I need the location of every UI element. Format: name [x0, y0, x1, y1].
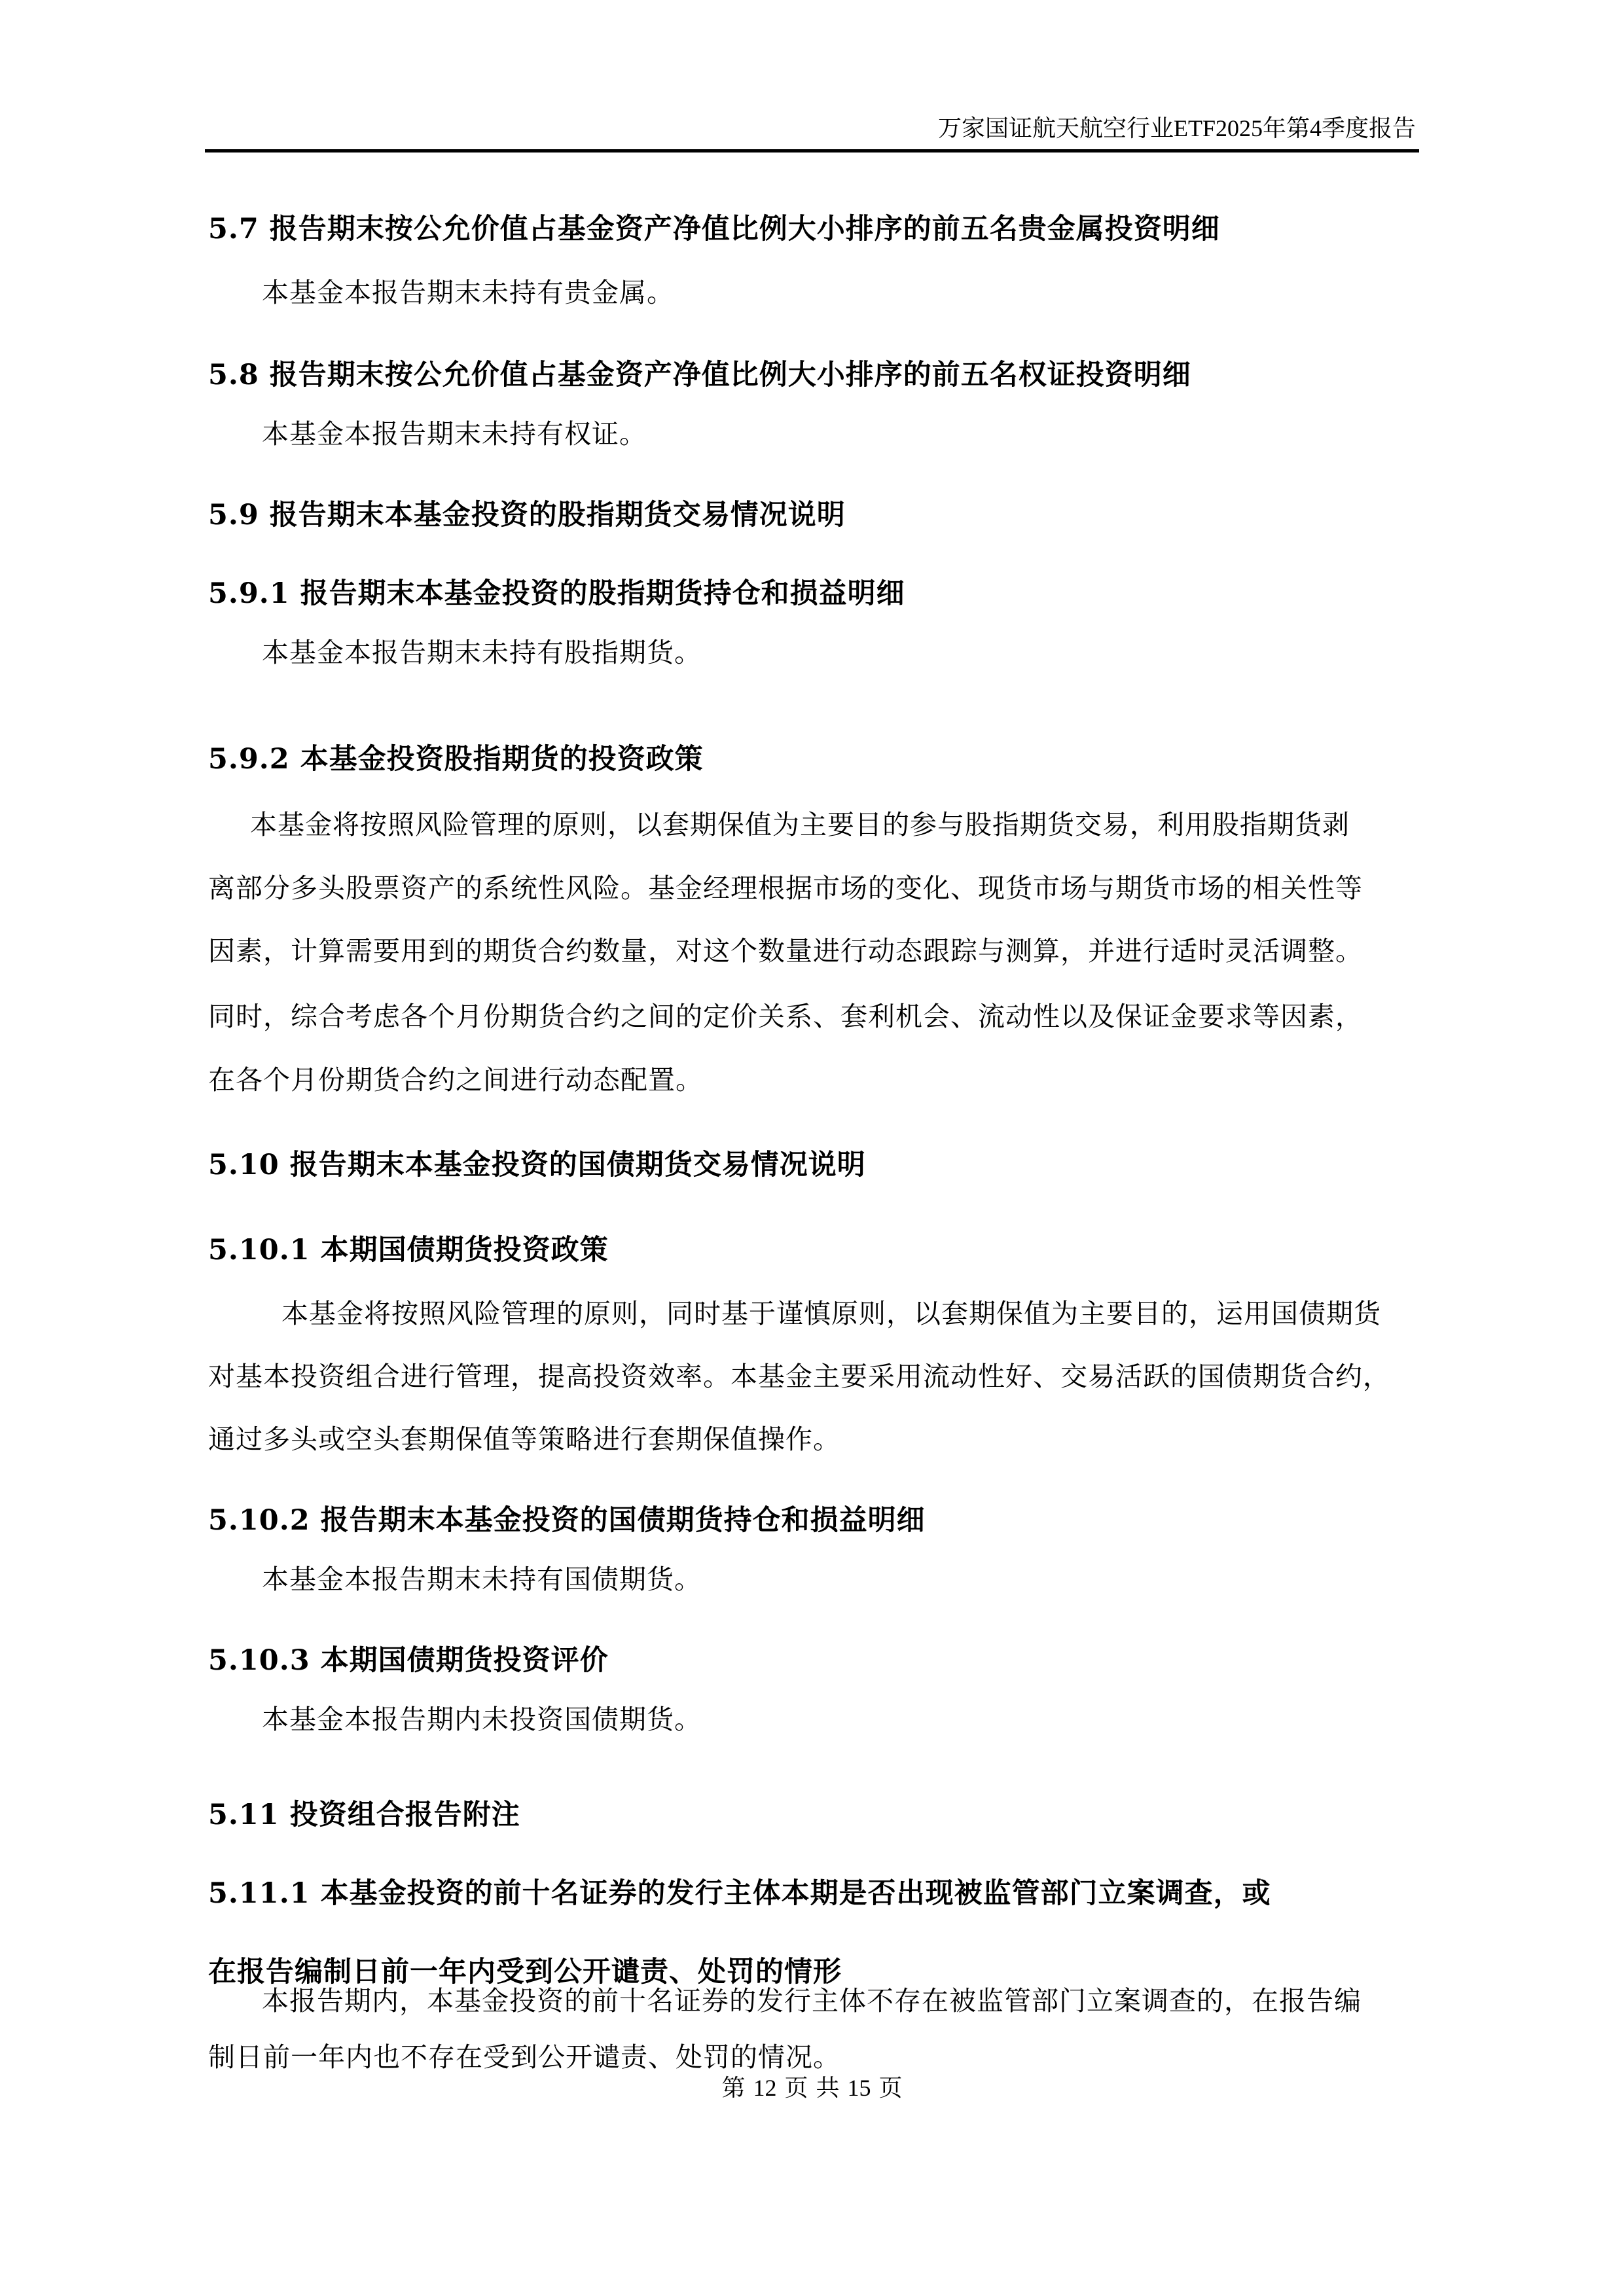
header-divider: [205, 149, 1419, 152]
section-body-5-9-1: 本基金本报告期末未持有股指期货。: [262, 637, 702, 668]
footer-total-word: 共: [816, 2075, 840, 2101]
section-body-5-7: 本基金本报告期末未持有贵金属。: [262, 278, 674, 308]
section-heading-5-8: 5.8 报告期末按公允价值占基金资产净值比例大小排序的前五名权证投资明细: [208, 359, 1191, 391]
footer-suffix: 页: [878, 2075, 903, 2101]
paragraph-line: 因素，计算需要用到的期货合约数量，对这个数量进行动态跟踪与测算，并进行适时灵活调整。: [208, 936, 1363, 966]
section-body-5-10-3: 本基金本报告期内未投资国债期货。: [262, 1704, 702, 1734]
section-heading-5-7: 5.7 报告期末按公允价值占基金资产净值比例大小排序的前五名贵金属投资明细: [208, 213, 1220, 245]
paragraph-line: 本基金将按照风险管理的原则，以套期保值为主要目的参与股指期货交易，利用股指期货剥: [250, 810, 1350, 840]
paragraph-line: 本报告期内，本基金投资的前十名证券的发行主体不存在被监管部门立案调查的，在报告编: [262, 1986, 1362, 2016]
section-heading-5-10-1: 5.10.1 本期国债期货投资政策: [208, 1234, 609, 1266]
section-heading-5-11-1-line2: 在报告编制日前一年内受到公开谴责、处罚的情形: [208, 1956, 842, 1988]
section-heading-5-10: 5.10 报告期末本基金投资的国债期货交易情况说明: [208, 1149, 866, 1181]
total-page-count: 15: [847, 2075, 871, 2101]
section-heading-5-9-1: 5.9.1 报告期末本基金投资的股指期货持仓和损益明细: [208, 577, 905, 610]
paragraph-line: 制日前一年内也不存在受到公开谴责、处罚的情况。: [208, 2042, 840, 2072]
footer-page-word: 页: [784, 2075, 808, 2101]
section-heading-5-11: 5.11 投资组合报告附注: [208, 1799, 520, 1831]
section-heading-5-9: 5.9 报告期末本基金投资的股指期货交易情况说明: [208, 499, 846, 531]
paragraph-line: 在各个月份期货合约之间进行动态配置。: [208, 1065, 703, 1095]
section-body-5-10-2: 本基金本报告期末未持有国债期货。: [262, 1564, 702, 1594]
paragraph-line: 离部分多头股票资产的系统性风险。基金经理根据市场的变化、现货市场与期货市场的相关性等: [208, 873, 1363, 903]
section-body-5-8: 本基金本报告期末未持有权证。: [262, 419, 647, 449]
paragraph-line: 本基金将按照风险管理的原则，同时基于谨慎原则，以套期保值为主要目的，运用国债期货: [281, 1299, 1381, 1329]
page-footer: [0, 2072, 1624, 2104]
section-heading-5-11-1-line1: 5.11.1 本基金投资的前十名证券的发行主体本期是否出现被监管部门立案调查，或: [208, 1877, 1271, 1910]
running-header-title: 万家国证航天航空行业ETF2025年第4季度报告: [937, 115, 1416, 141]
section-heading-5-9-2: 5.9.2 本基金投资股指期货的投资政策: [208, 743, 704, 776]
current-page-number: 12: [753, 2075, 777, 2101]
section-heading-5-10-2: 5.10.2 报告期末本基金投资的国债期货持仓和损益明细: [208, 1504, 926, 1537]
footer-prefix: 第: [721, 2075, 746, 2101]
paragraph-line: 同时，综合考虑各个月份期货合约之间的定价关系、套利机会、流动性以及保证金要求等因素，: [208, 1001, 1363, 1031]
paragraph-line: 通过多头或空头套期保值等策略进行套期保值操作。: [208, 1424, 840, 1454]
section-heading-5-10-3: 5.10.3 本期国债期货投资评价: [208, 1644, 609, 1677]
paragraph-line: 对基本投资组合进行管理，提高投资效率。本基金主要采用流动性好、交易活跃的国债期货合约，: [208, 1361, 1390, 1391]
